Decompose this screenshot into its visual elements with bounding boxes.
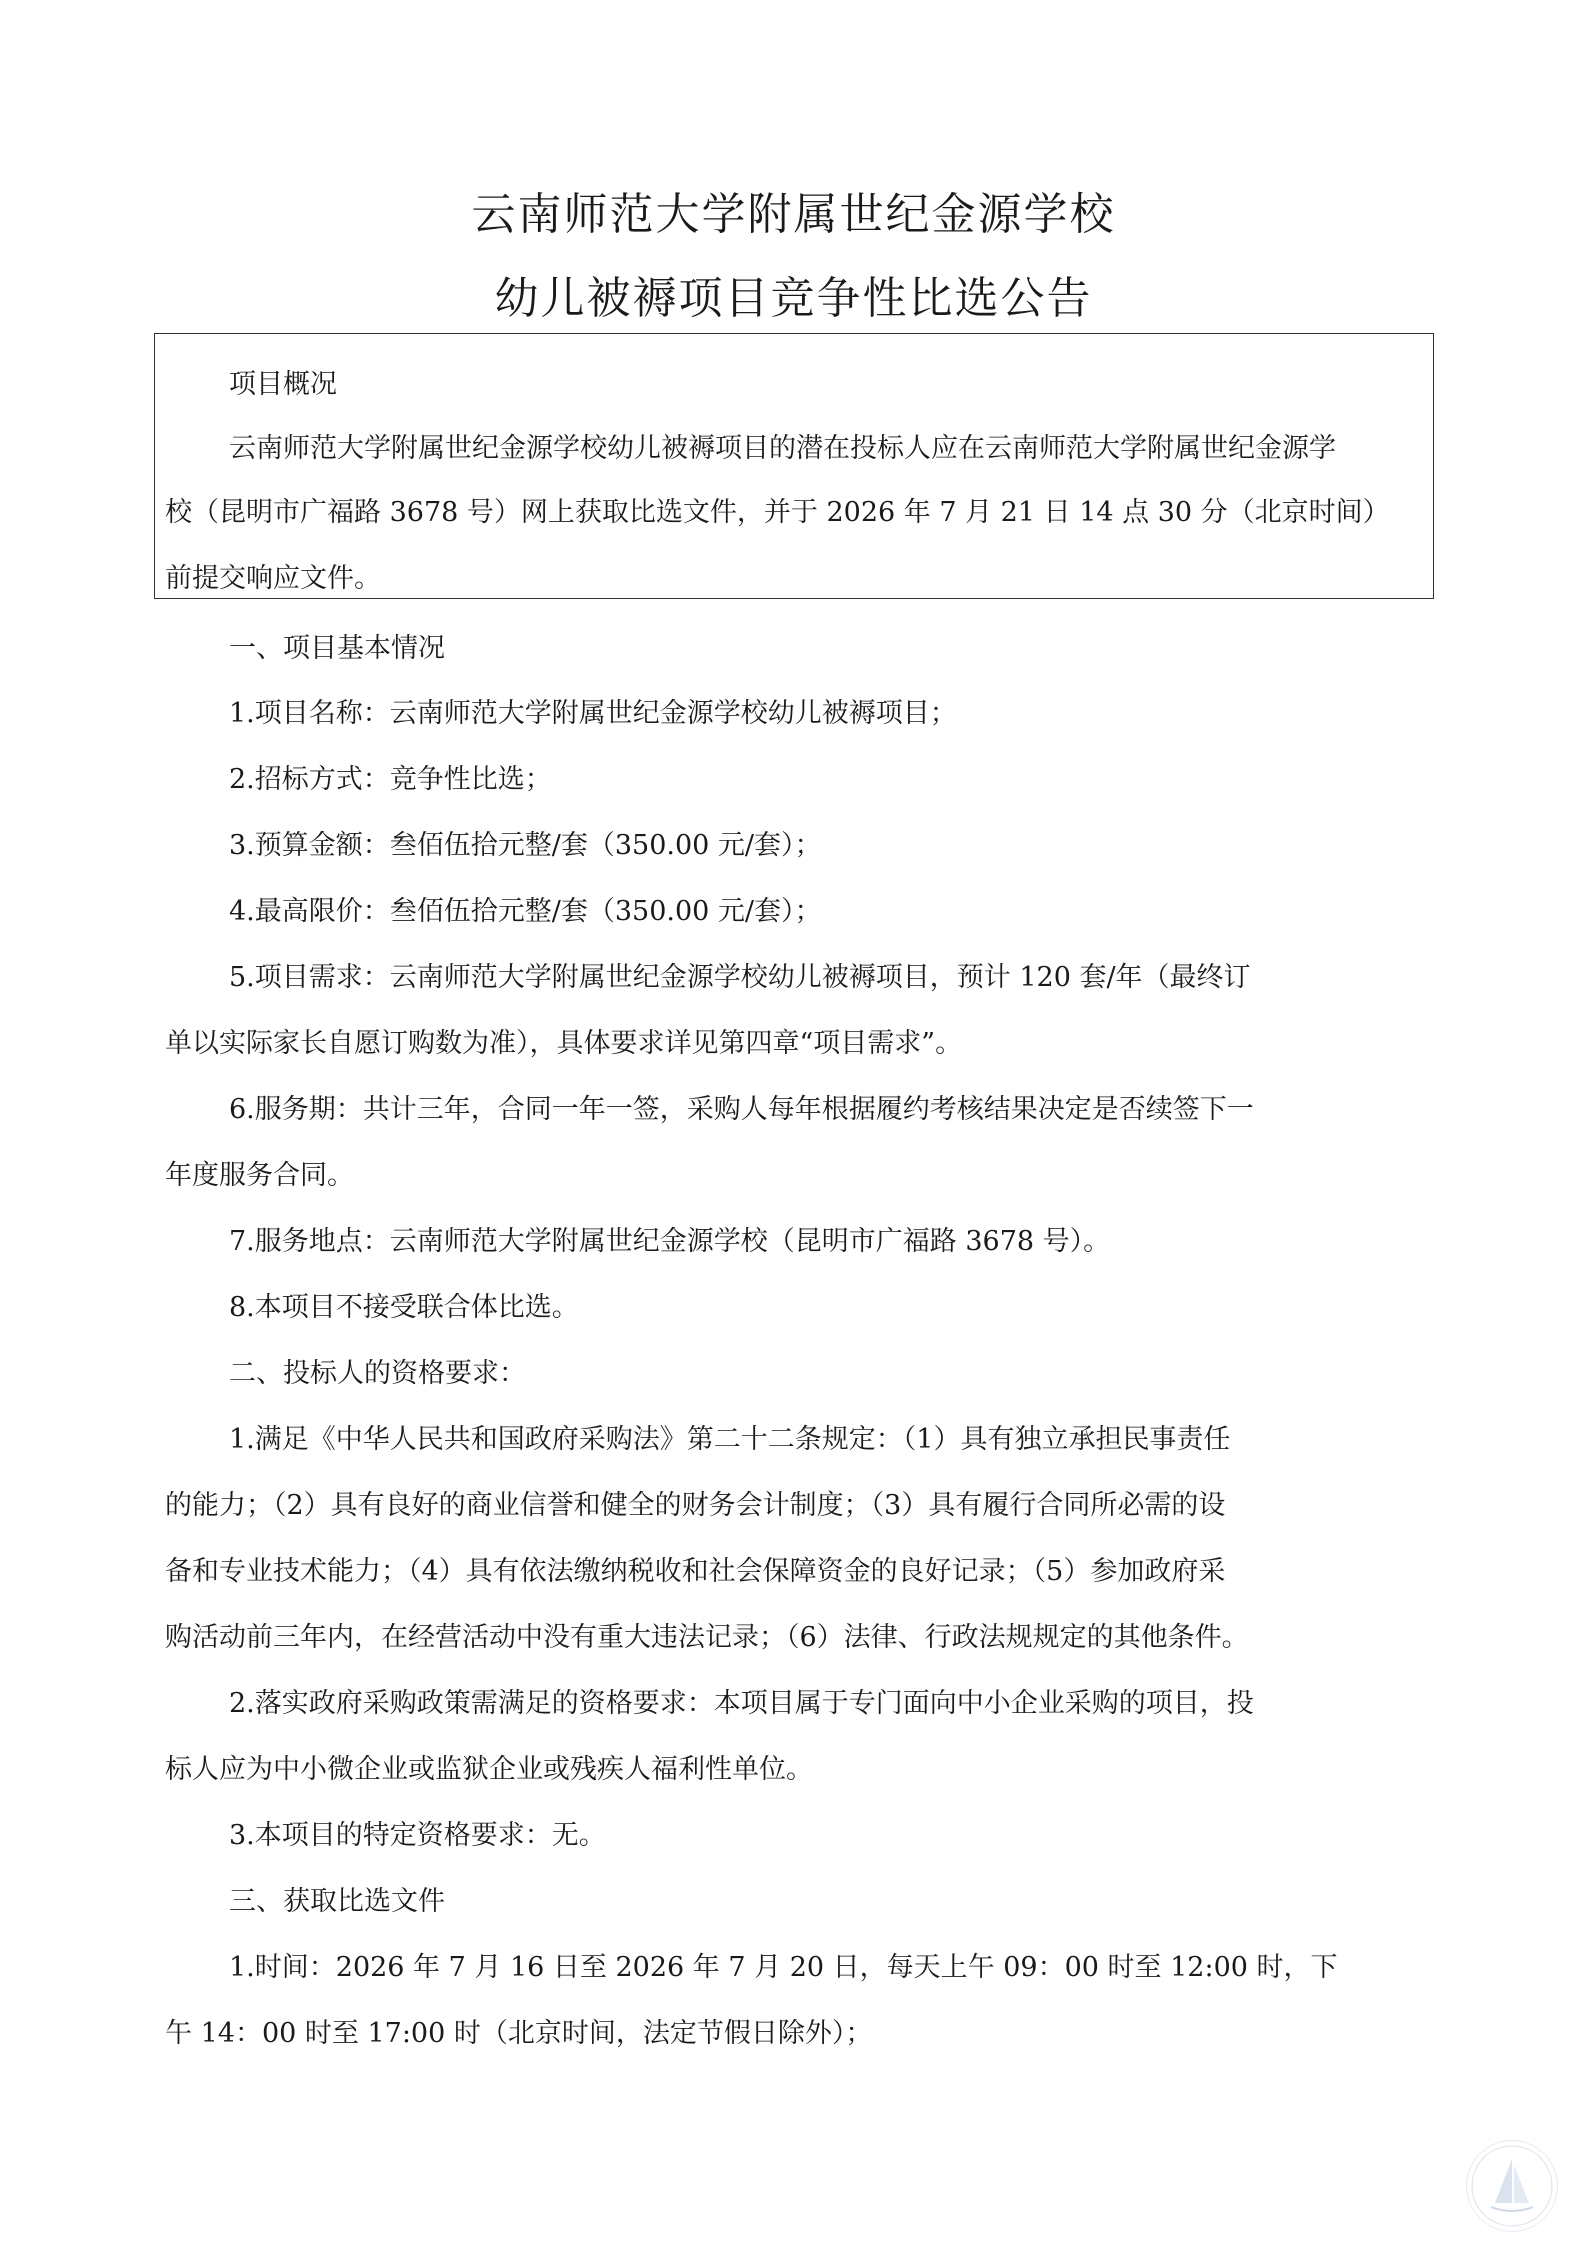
page-title-line-2: 幼儿被褥项目竞争性比选公告 — [494, 273, 1093, 324]
section-1-item-6-line-1: 6.服务期：共计三年，合同一年一签，采购人每年根据履约考核结果决定是否续签下一 — [229, 1094, 1254, 1125]
overview-heading: 项目概况 — [229, 369, 337, 400]
section-3-item-1-line-2: 午 14：00 时至 17:00 时（北京时间，法定节假日除外）； — [165, 2018, 873, 2049]
section-1-item-3: 3.预算金额：叁佰伍拾元整/套（350.00 元/套）； — [229, 830, 822, 861]
overview-text-line-2: 校（昆明市广福路 3678 号）网上获取比选文件，并于 2026 年 7 月 21 日 14 点 30 分（北京时间） — [165, 497, 1390, 528]
section-1-item-5-line-1: 5.项目需求：云南师范大学附属世纪金源学校幼儿被褥项目，预计 120 套/年（最终订 — [229, 962, 1251, 993]
section-2-item-3: 3.本项目的特定资格要求：无。 — [229, 1820, 606, 1851]
section-2-item-2-line-1: 2.落实政府采购政策需满足的资格要求：本项目属于专门面向中小企业采购的项目，投 — [229, 1688, 1254, 1719]
section-1-item-8: 8.本项目不接受联合体比选。 — [229, 1292, 579, 1323]
section-2-item-1-line-1: 1.满足《中华人民共和国政府采购法》第二十二条规定：（1）具有独立承担民事责任 — [229, 1424, 1231, 1455]
section-1-item-4: 4.最高限价：叁佰伍拾元整/套（350.00 元/套）； — [229, 896, 822, 927]
sailboat-icon — [1467, 2141, 1557, 2231]
section-1-item-2: 2.招标方式：竞争性比选； — [229, 764, 552, 795]
overview-box — [154, 333, 1434, 599]
page-title-line-1: 云南师范大学附属世纪金源学校 — [471, 189, 1116, 240]
overview-text-line-1: 云南师范大学附属世纪金源学校幼儿被褥项目的潜在投标人应在云南师范大学附属世纪金源学 — [229, 433, 1336, 464]
section-3-item-1-line-1: 1.时间：2026 年 7 月 16 日至 2026 年 7 月 20 日，每天上午 09：00 时至 12:00 时，下 — [229, 1952, 1338, 1983]
section-1-item-6-line-2: 年度服务合同。 — [165, 1160, 354, 1191]
school-seal-watermark — [1466, 2140, 1558, 2232]
section-1-item-7: 7.服务地点：云南师范大学附属世纪金源学校（昆明市广福路 3678 号）。 — [229, 1226, 1111, 1257]
section-2-item-1-line-3: 备和专业技术能力；（4）具有依法缴纳税收和社会保障资金的良好记录；（5）参加政府采 — [165, 1556, 1226, 1587]
section-2-item-1-line-2: 的能力；（2）具有良好的商业信誉和健全的财务会计制度；（3）具有履行合同所必需的设 — [165, 1490, 1226, 1521]
section-2-heading: 二、投标人的资格要求： — [229, 1358, 526, 1389]
section-1-item-1: 1.项目名称：云南师范大学附属世纪金源学校幼儿被褥项目； — [229, 698, 957, 729]
section-1-heading: 一、项目基本情况 — [229, 633, 445, 664]
section-3-heading: 三、获取比选文件 — [229, 1886, 445, 1917]
overview-text-line-3: 前提交响应文件。 — [165, 563, 381, 594]
section-2-item-1-line-4: 购活动前三年内，在经营活动中没有重大违法记录；（6）法律、行政法规规定的其他条件。 — [165, 1622, 1249, 1653]
section-1-item-5-line-2: 单以实际家长自愿订购数为准），具体要求详见第四章“项目需求”。 — [165, 1028, 963, 1059]
section-2-item-2-line-2: 标人应为中小微企业或监狱企业或残疾人福利性单位。 — [165, 1754, 813, 1785]
